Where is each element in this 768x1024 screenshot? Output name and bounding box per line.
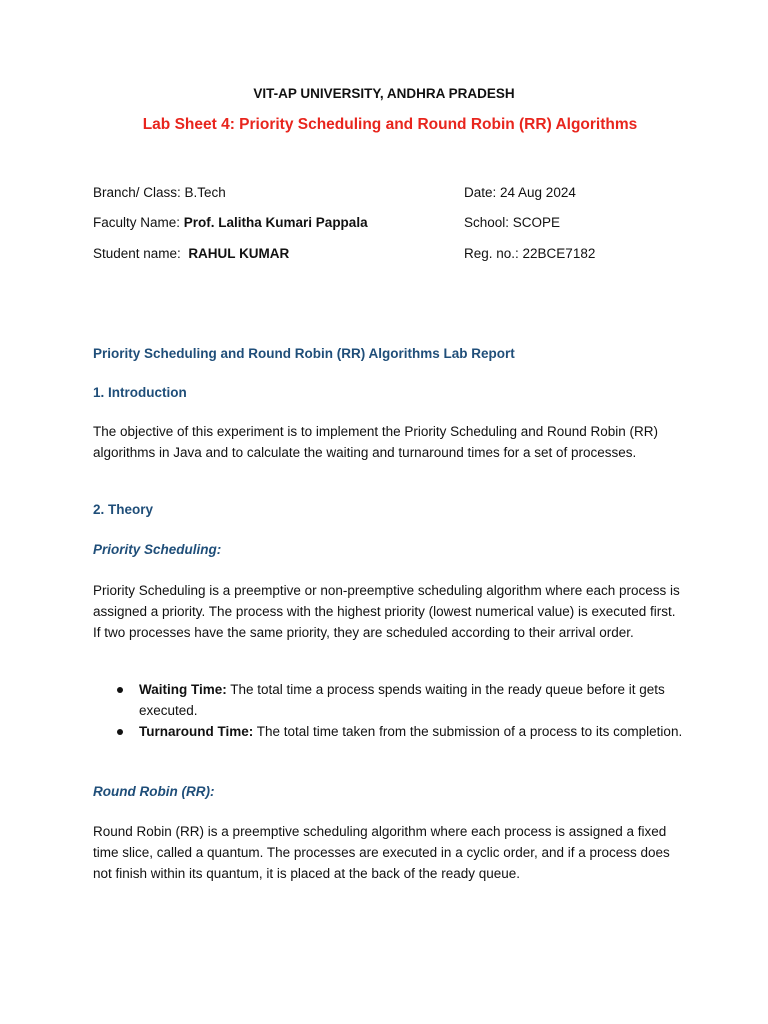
branch-class: Branch/ Class: B.Tech (93, 185, 226, 200)
school: School: SCOPE (464, 215, 561, 230)
waiting-time-definition: The total time a process spends waiting in the ready queue before it gets executed. (139, 682, 665, 718)
lab-title: Lab Sheet 4: Priority Scheduling and Round Robin (RR) Algorithms (142, 116, 638, 133)
faculty-name (93, 215, 368, 230)
section-theory-heading: 2. Theory (93, 502, 154, 517)
turnaround-time-definition: The total time taken from the submission of a process to its completion. (253, 724, 683, 739)
report-title: Priority Scheduling and Round Robin (RR) Algorithms Lab Report (93, 346, 515, 361)
waiting-time-term: Waiting Time: (139, 682, 227, 697)
list-item (93, 679, 683, 721)
section-introduction-heading: 1. Introduction (93, 385, 187, 400)
turnaround-time-term: Turnaround Time: (139, 724, 254, 739)
round-robin-paragraph: Round Robin (RR) is a preemptive scheduling algorithm where each process is assigned a fixed time slice, called a quantum. The processes are executed in a cyclic order, and if a process does not finish within its quantum, it is placed at the back of the ready queue. (93, 824, 670, 881)
registration-number: Reg. no.: 22BCE7182 (464, 246, 596, 261)
bullet-icon (117, 729, 123, 735)
student-value: RAHUL KUMAR (188, 246, 290, 261)
student-name (93, 246, 289, 261)
bullet-icon (117, 687, 123, 693)
date: Date: 24 Aug 2024 (464, 185, 576, 200)
priority-scheduling-heading: Priority Scheduling: (93, 542, 222, 557)
list-item (93, 721, 683, 742)
student-label: Student name: (93, 246, 189, 261)
faculty-value: Prof. Lalitha Kumari Pappala (183, 215, 368, 230)
introduction-paragraph: The objective of this experiment is to implement the Priority Scheduling and Round Robin (RR) algorithms in Java and to calculate the waiting and turnaround times for a set of processes. (93, 424, 659, 460)
faculty-label: Faculty Name: (93, 215, 184, 230)
university-name: VIT-AP UNIVERSITY, ANDHRA PRADESH (253, 86, 515, 101)
definition-list (93, 679, 683, 742)
priority-scheduling-paragraph: Priority Scheduling is a preemptive or non-preemptive scheduling algorithm where each process is assigned a priority. The process with the highest priority (lowest numerical value) is executed first. If two processes have the same priority, they are scheduled according to their arrival order. (93, 583, 680, 640)
round-robin-heading: Round Robin (RR): (93, 784, 215, 799)
